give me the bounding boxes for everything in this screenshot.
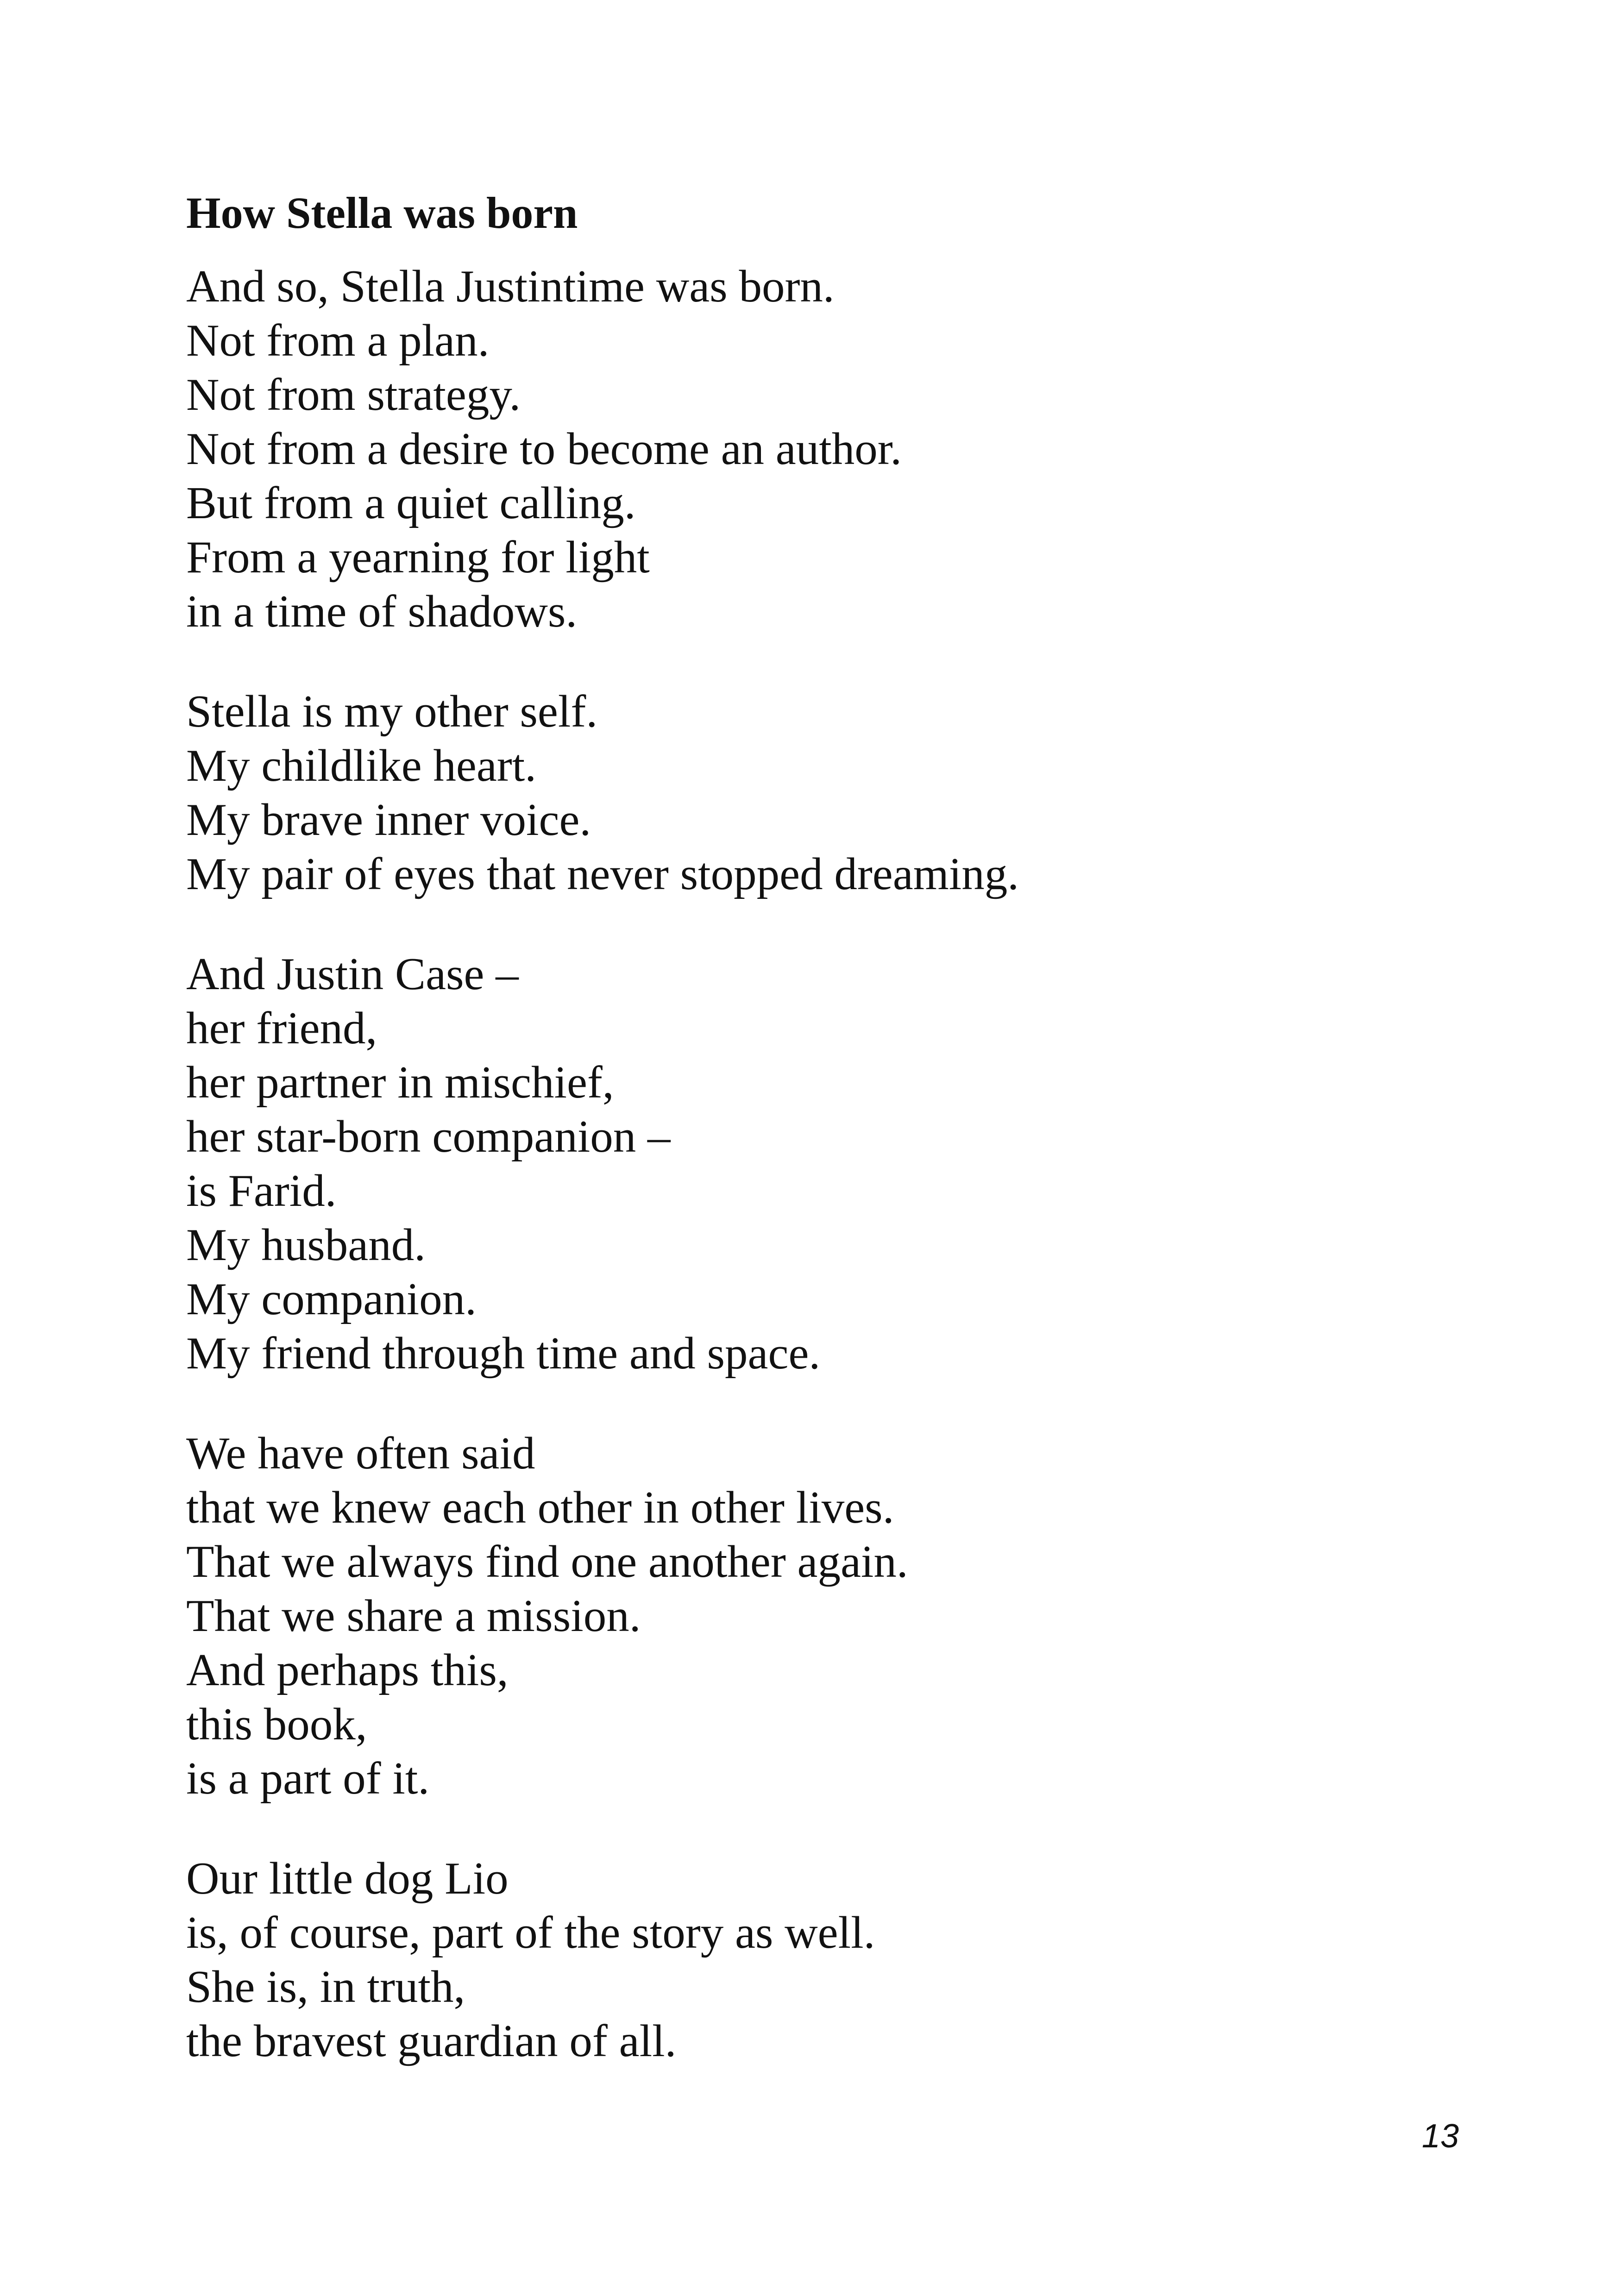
poem-line: That we always find one another again.: [186, 1537, 908, 1587]
poem-line: is, of course, part of the story as well.: [186, 1907, 875, 1958]
poem-line: Not from a plan.: [186, 315, 490, 366]
poem-line: this book,: [186, 1699, 367, 1750]
poem-line: And so, Stella Justintime was born.: [186, 261, 835, 312]
poem-line: is Farid.: [186, 1166, 337, 1216]
poem-line: is a part of it.: [186, 1753, 430, 1804]
stanza-5: [186, 1851, 1529, 2068]
poem-line: My companion.: [186, 1274, 477, 1324]
poem-line: My pair of eyes that never stopped dreaming.: [186, 849, 1019, 899]
poem-line: Not from strategy.: [186, 370, 521, 420]
poem-line: My brave inner voice.: [186, 795, 591, 845]
poem-line: From a yearning for light: [186, 532, 650, 583]
poem-line: the bravest guardian of all.: [186, 2016, 677, 2066]
poem-line: her star-born companion –: [186, 1111, 671, 1162]
poem-line: But from a quiet calling.: [186, 478, 636, 528]
stanza-2: [186, 684, 1529, 901]
poem-line: Stella is my other self.: [186, 686, 598, 737]
poem-line: And perhaps this,: [186, 1645, 509, 1695]
poem-line: in a time of shadows.: [186, 586, 578, 637]
page-content: [186, 181, 1529, 2068]
poem-line: her partner in mischief,: [186, 1057, 614, 1108]
poem-line: And Justin Case –: [186, 949, 519, 999]
poem-line: That we share a mission.: [186, 1591, 641, 1641]
poem-line: We have often said: [186, 1428, 535, 1479]
poem-line: Not from a desire to become an author.: [186, 424, 902, 474]
stanza-4: [186, 1426, 1529, 1806]
stanza-3: [186, 947, 1529, 1380]
page-number: 13: [1421, 2118, 1459, 2155]
chapter-title: How Stella was born: [186, 188, 578, 238]
poem-line: her friend,: [186, 1003, 377, 1054]
stanza-1: [186, 259, 1529, 639]
poem-line: Our little dog Lio: [186, 1853, 509, 1904]
poem-line: She is, in truth,: [186, 1962, 465, 2012]
poem-line: that we knew each other in other lives.: [186, 1482, 894, 1533]
poem-line: My childlike heart.: [186, 740, 537, 791]
poem-line: My friend through time and space.: [186, 1328, 821, 1379]
poem-line: My husband.: [186, 1220, 426, 1270]
